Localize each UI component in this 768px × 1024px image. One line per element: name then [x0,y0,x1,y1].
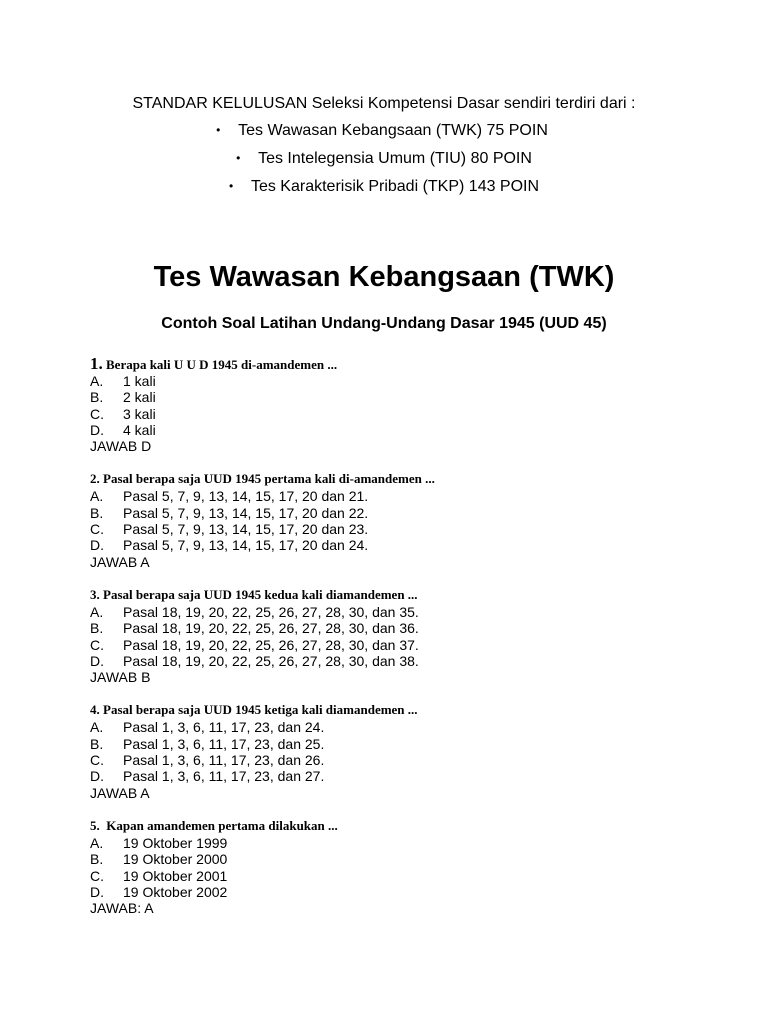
answer-key: JAWAB B [90,669,151,686]
option-b [90,389,730,405]
standard-list [0,120,768,204]
option-d [90,422,730,438]
option-letter: A. [90,488,104,505]
list-item [0,148,768,176]
question-number: 5. [90,817,100,833]
option-letter: B. [90,620,104,637]
option-text: Pasal 18, 19, 20, 22, 25, 26, 27, 28, 30, dan 38. [123,652,419,669]
option-text: Pasal 1, 3, 6, 11, 17, 23, dan 27. [123,768,325,785]
answer-key: JAWAB A [90,784,150,801]
question-prompt: Berapa kali U U D 1945 di-amandemen ... [102,357,338,372]
option-letter: A. [90,719,104,736]
option-text: 3 kali [123,405,156,422]
option-letter: D. [90,883,104,900]
question-4 [90,701,730,800]
option-letter: B. [90,504,104,521]
option-d [90,768,730,784]
answer-key: JAWAB: A [90,900,154,917]
option-text: 2 kali [123,389,156,406]
question-2 [90,470,730,569]
option-c [90,637,730,653]
question-5 [90,817,730,916]
option-b [90,736,730,752]
bullet-icon: • [236,151,241,165]
option-text: Pasal 18, 19, 20, 22, 25, 26, 27, 28, 30, dan 35. [123,603,419,620]
option-letter: C. [90,867,104,884]
intro-line: STANDAR KELULUSAN Seleksi Kompetensi Dasar sendiri terdiri dari : [132,95,636,112]
option-letter: D. [90,421,104,438]
option-a [90,488,730,504]
list-item-text: Tes Karakterisik Pribadi (TKP) 143 POIN [250,178,540,195]
option-text: Pasal 18, 19, 20, 22, 25, 26, 27, 28, 30, dan 36. [123,620,419,637]
option-letter: C. [90,405,104,422]
option-a [90,835,730,851]
option-text: Pasal 5, 7, 9, 13, 14, 15, 17, 20 dan 24. [123,537,369,554]
option-letter: C. [90,752,104,769]
question-number: 3. [90,586,100,602]
question-text [90,817,730,835]
option-letter: B. [90,851,104,868]
option-text: 19 Oktober 1999 [123,834,228,851]
question-text [90,355,730,373]
option-letter: D. [90,768,104,785]
list-item [0,176,768,204]
option-text: Pasal 1, 3, 6, 11, 17, 23, dan 25. [123,735,325,752]
option-c [90,868,730,884]
option-letter: C. [90,521,104,538]
option-text: Pasal 5, 7, 9, 13, 14, 15, 17, 20 dan 23. [123,521,369,538]
option-c [90,521,730,537]
option-text: 19 Oktober 2000 [123,851,228,868]
option-d [90,537,730,553]
bullet-icon: • [228,179,234,193]
question-prompt: Pasal berapa saja UUD 1945 kedua kali diamandemen ... [99,586,418,602]
option-text: Pasal 1, 3, 6, 11, 17, 23, dan 24. [123,719,325,736]
option-letter: B. [90,389,104,406]
option-text: Pasal 5, 7, 9, 13, 14, 15, 17, 20 dan 22. [123,504,369,521]
question-text [90,701,730,719]
option-letter: A. [90,373,104,389]
list-item-text: Tes Wawasan Kebangsaan (TWK) 75 POIN [238,122,548,139]
question-number: 2. [90,471,100,487]
option-c [90,406,730,422]
question-number: 4. [90,702,100,718]
question-number: 1. [90,354,103,373]
list-item-text: Tes Intelegensia Umum (TIU) 80 POIN [258,150,532,167]
option-text: 1 kali [123,373,156,389]
bullet-icon: • [216,123,221,137]
option-b [90,505,730,521]
option-letter: D. [90,652,104,669]
option-d [90,653,730,669]
question-list [90,355,730,932]
option-letter: D. [90,537,104,554]
question-3 [90,586,730,685]
question-1 [90,355,730,454]
question-prompt: Kapan amandemen pertama dilakukan ... [99,817,338,833]
question-prompt: Pasal berapa saja UUD 1945 ketiga kali diamandemen ... [99,702,418,718]
option-letter: A. [90,603,104,620]
question-text [90,586,730,604]
option-letter: A. [90,834,104,851]
option-text: 19 Oktober 2002 [123,883,228,900]
option-text: Pasal 18, 19, 20, 22, 25, 26, 27, 28, 30, dan 37. [123,636,419,653]
page-title: Tes Wawasan Kebangsaan (TWK) [153,261,615,293]
option-a [90,604,730,620]
question-text [90,470,730,488]
option-b [90,620,730,636]
option-text: 4 kali [123,421,156,438]
option-b [90,851,730,867]
answer-key: JAWAB A [90,553,150,570]
list-item [0,120,768,148]
answer-key: JAWAB D [90,438,152,455]
option-c [90,752,730,768]
question-prompt: Pasal berapa saja UUD 1945 pertama kali di-amandemen ... [99,471,435,487]
option-d [90,884,730,900]
option-letter: C. [90,636,104,653]
option-text: 19 Oktober 2001 [123,867,228,884]
option-letter: B. [90,735,104,752]
option-text: Pasal 1, 3, 6, 11, 17, 23, dan 26. [123,752,325,769]
option-text: Pasal 5, 7, 9, 13, 14, 15, 17, 20 dan 21. [123,488,369,505]
page-subtitle: Contoh Soal Latihan Undang-Undang Dasar 1945 (UUD 45) [161,315,607,332]
option-a [90,719,730,735]
option-a [90,373,730,389]
